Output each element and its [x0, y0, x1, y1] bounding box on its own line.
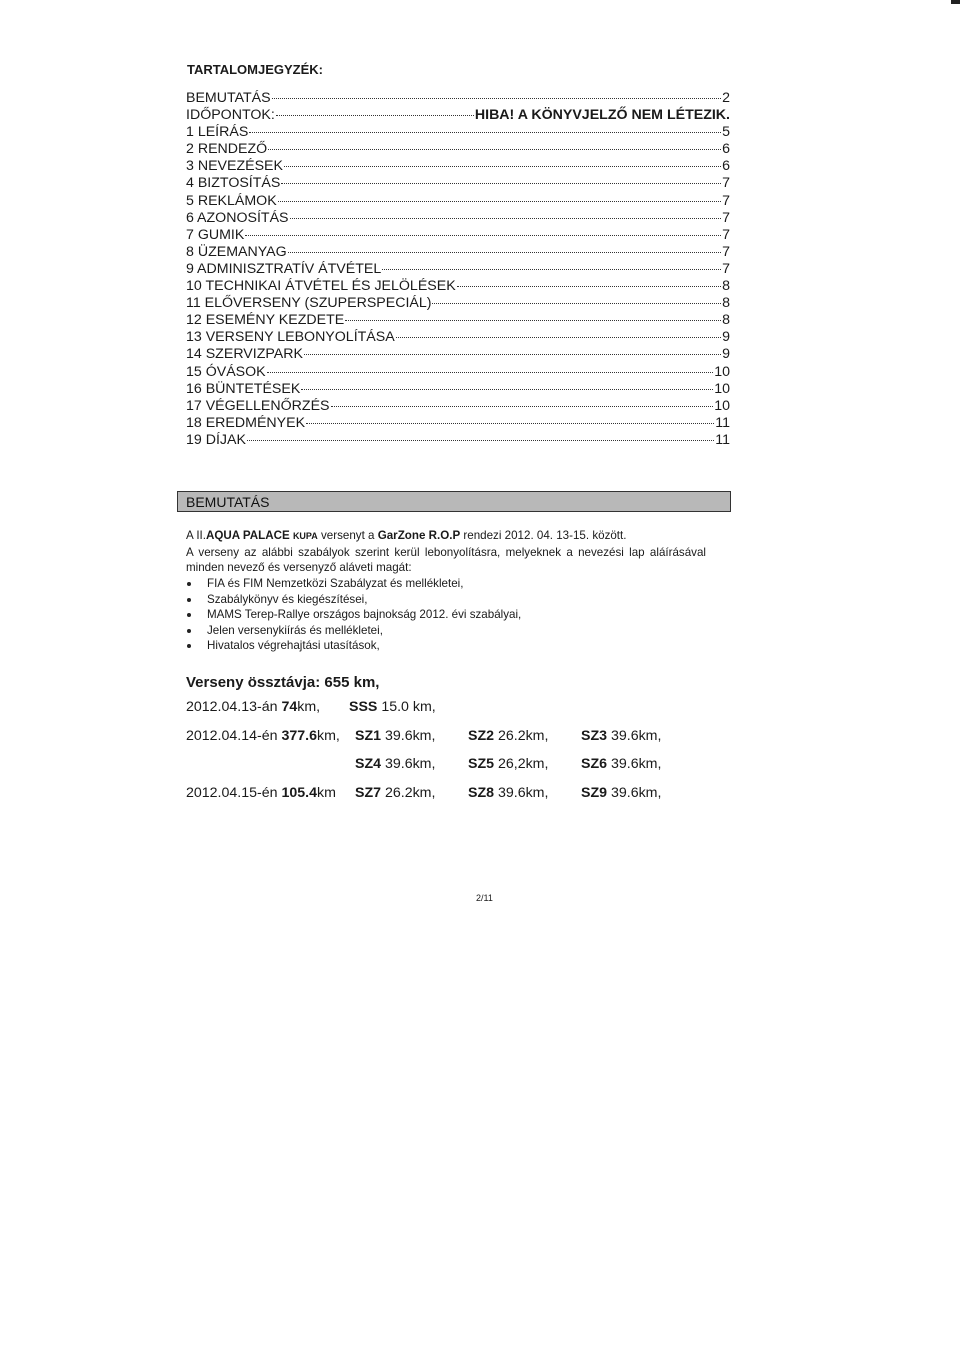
toc-entry-title: 5 REKLÁMOK [186, 192, 277, 209]
stage-distance [581, 756, 661, 772]
toc-entry-title: 9 ADMINISZTRATÍV ÁTVÉTEL [186, 260, 382, 277]
toc-entry[interactable] [186, 158, 730, 175]
stage-label: SZ6 [581, 756, 608, 772]
section-heading: BEMUTATÁS [186, 494, 270, 510]
dot-leader [301, 389, 713, 390]
rules-paragraph: A verseny az alábbi szabályok szerint kerül lebonyolításra, melyeknek a nevezési lap aláírásával minden nevező és versenyző aláveti magát: [186, 546, 706, 574]
toc-entry[interactable] [186, 124, 730, 141]
stage-label: SSS [349, 699, 378, 715]
stage-value: 39.6km, [381, 728, 436, 744]
stage-value: 39.6km, [494, 785, 549, 801]
dot-leader [284, 166, 721, 167]
section-heading-bar [177, 491, 731, 512]
toc-entry-page: 7 [722, 243, 730, 260]
dot-leader [457, 286, 721, 287]
stage-distance [349, 699, 436, 715]
toc-entry-page: 9 [722, 346, 730, 363]
dot-leader [272, 98, 722, 99]
stage-value: 26,2km, [494, 756, 549, 772]
toc-entry[interactable] [186, 364, 730, 381]
dot-leader [247, 440, 714, 441]
toc-entry-title: 16 BÜNTETÉSEK [186, 380, 301, 397]
toc-entry-page: 6 [722, 141, 730, 158]
total-distance-title: Verseny össztávja: 655 km, [186, 674, 380, 691]
day-distance [186, 728, 340, 744]
scan-corner-mark [951, 0, 960, 4]
day-distance [186, 699, 320, 715]
toc-entry-page: 9 [722, 329, 730, 346]
toc-entry[interactable] [186, 381, 730, 398]
toc-entry-page: 7 [722, 209, 730, 226]
stage-distance [468, 756, 548, 772]
toc-entry-page: 7 [722, 175, 730, 192]
stage-distance [468, 728, 548, 744]
rules-list [186, 576, 521, 654]
toc-heading: TARTALOMJEGYZÉK: [187, 62, 324, 77]
day-unit: km, [297, 699, 321, 715]
stage-label: SZ4 [355, 756, 382, 772]
toc-entry[interactable] [186, 90, 730, 107]
toc-entry-title: 6 AZONOSÍTÁS [186, 209, 289, 226]
toc-entry-title: 8 ÜZEMANYAG [186, 243, 287, 260]
stage-value: 26.2km, [381, 785, 436, 801]
dot-leader [331, 406, 714, 407]
dot-leader [290, 218, 722, 219]
toc-entry[interactable] [186, 278, 730, 295]
intro-line [186, 529, 626, 542]
toc-entry-title: 3 NEVEZÉSEK [186, 158, 283, 175]
stage-value: 26.2km, [494, 728, 549, 744]
page-number: 2/11 [476, 893, 493, 903]
day-unit: km, [316, 728, 340, 744]
dot-leader [276, 115, 474, 116]
toc-entry-page: 10 [714, 363, 730, 380]
toc-entry-title: 12 ESEMÉNY KEZDETE [186, 312, 345, 329]
day-km: 377.6 [281, 728, 317, 744]
dot-leader [267, 372, 714, 373]
day-km: 74 [281, 699, 298, 715]
stage-label: SZ5 [468, 756, 495, 772]
toc-entry-title: 4 BIZTOSÍTÁS [186, 175, 281, 192]
list-item: MAMS Terep-Rallye országos bajnokság 2012. évi szabályai, [186, 607, 521, 623]
dot-leader [281, 183, 721, 184]
toc-entry[interactable] [186, 210, 730, 227]
dot-leader [249, 132, 721, 133]
toc-entry-page: 10 [714, 397, 730, 414]
dot-leader [268, 149, 721, 150]
toc-entry-title: IDŐPONTOK: [186, 107, 275, 124]
toc-entry-page: 7 [722, 260, 730, 277]
dot-leader [432, 303, 721, 304]
day-unit: km [316, 785, 336, 801]
toc-entry[interactable] [186, 346, 730, 363]
toc-entry-page: 11 [715, 431, 730, 448]
stage-distance [355, 728, 435, 744]
stage-value: 15.0 km, [377, 699, 436, 715]
toc-entry-page: 7 [722, 226, 730, 243]
day-date: 2012.04.13-án [186, 699, 282, 715]
toc-entry[interactable] [186, 107, 730, 124]
stage-label: SZ9 [581, 785, 608, 801]
toc-entry-page: 8 [722, 312, 730, 329]
toc-entry-title: 1 LEÍRÁS [186, 124, 249, 141]
toc-entry-page: 8 [722, 295, 730, 312]
stage-label: SZ1 [355, 728, 382, 744]
stage-distance [581, 785, 661, 801]
toc-entry-page: HIBA! A KÖNYVJELZŐ NEM LÉTEZIK. [474, 107, 730, 124]
toc-entry-page: 2 [722, 90, 730, 106]
toc-entry[interactable] [186, 193, 730, 210]
day-km: 105.4 [281, 785, 317, 801]
toc-entry[interactable] [186, 432, 730, 449]
toc-entry-page: 11 [715, 414, 730, 431]
intro-suffix: rendezi 2012. 04. 13-15. között. [460, 529, 627, 542]
stage-label: SZ7 [355, 785, 382, 801]
dot-leader [245, 235, 721, 236]
toc-entry[interactable] [186, 398, 730, 415]
toc-entry-page: 7 [722, 192, 730, 209]
toc-entry[interactable] [186, 329, 730, 346]
stage-distance [468, 785, 548, 801]
list-item: Szabálykönyv és kiegészítései, [186, 592, 521, 608]
list-item: Jelen versenykiírás és mellékletei, [186, 623, 521, 639]
toc-entry-title: 18 EREDMÉNYEK [186, 414, 306, 431]
stage-value: 39.6km, [381, 756, 436, 772]
stage-label: SZ8 [468, 785, 495, 801]
stage-label: SZ2 [468, 728, 495, 744]
toc-entry-page: 8 [722, 278, 730, 295]
stage-value: 39.6km, [607, 756, 662, 772]
organizer-name: GarZone R.O.P [377, 529, 461, 542]
toc-entry[interactable] [186, 227, 730, 244]
toc-entry-page: 5 [722, 124, 730, 141]
day-date: 2012.04.14-én [186, 728, 282, 744]
toc-entry[interactable] [186, 141, 730, 158]
stage-distance [355, 785, 435, 801]
table-of-contents [186, 90, 730, 449]
toc-entry-title: 15 ÓVÁSOK [186, 363, 266, 380]
toc-entry[interactable] [186, 295, 730, 312]
toc-entry-title: 17 VÉGELLENŐRZÉS [186, 397, 330, 414]
list-item: Hivatalos végrehajtási utasítások, [186, 638, 521, 654]
day-distance [186, 785, 336, 801]
day-date: 2012.04.15-én [186, 785, 282, 801]
dot-leader [306, 423, 714, 424]
intro-prefix: A II. [186, 529, 206, 542]
toc-entry-page: 10 [714, 380, 730, 397]
toc-entry-title: 19 DÍJAK [186, 431, 246, 448]
toc-entry-title: 13 VERSENY LEBONYOLÍTÁSA [186, 329, 395, 346]
dot-leader [304, 354, 721, 355]
dot-leader [345, 320, 721, 321]
toc-entry[interactable] [186, 415, 730, 432]
toc-entry-title: 10 TECHNIKAI ÁTVÉTEL ÉS JELÖLÉSEK [186, 278, 456, 295]
toc-entry[interactable] [186, 175, 730, 192]
toc-entry[interactable] [186, 261, 730, 278]
stage-value: 39.6km, [607, 728, 662, 744]
event-kupa: KUPA [292, 531, 318, 541]
toc-entry-title: 14 SZERVIZPARK [186, 346, 303, 363]
toc-entry-title: 2 RENDEZŐ [186, 141, 268, 158]
toc-entry-title: 11 ELŐVERSENY (SZUPERSPECIÁL) [186, 295, 432, 312]
toc-entry-title: 7 GUMIK [186, 226, 245, 243]
toc-entry[interactable] [186, 312, 730, 329]
stage-distance [355, 756, 435, 772]
dot-leader [288, 252, 721, 253]
event-name: AQUA PALACE [205, 529, 293, 542]
stage-distance [581, 728, 661, 744]
toc-entry-page: 6 [722, 158, 730, 175]
dot-leader [396, 337, 721, 338]
toc-entry-title: BEMUTATÁS [186, 90, 271, 106]
stage-value: 39.6km, [607, 785, 662, 801]
dot-leader [382, 269, 721, 270]
toc-entry[interactable] [186, 244, 730, 261]
intro-mid: versenyt a [317, 529, 378, 542]
stage-label: SZ3 [581, 728, 608, 744]
list-item: FIA és FIM Nemzetközi Szabályzat és mellékletei, [186, 576, 521, 592]
dot-leader [278, 201, 721, 202]
